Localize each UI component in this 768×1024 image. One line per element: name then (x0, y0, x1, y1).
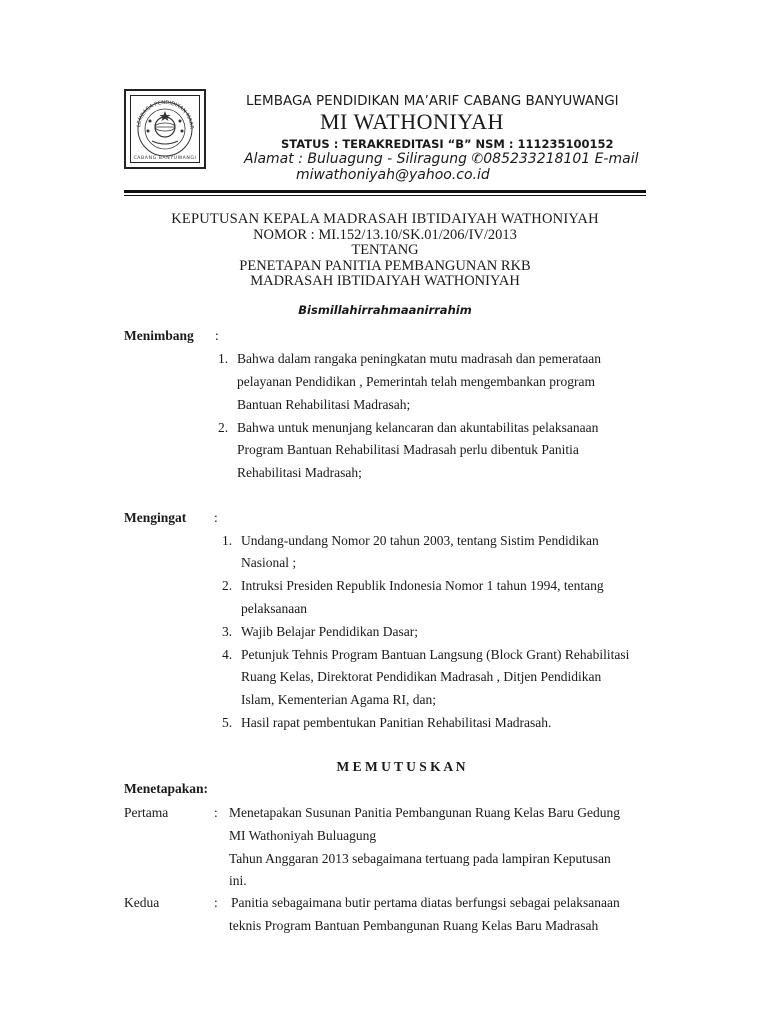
list-item-line: pelayanan Pendidikan , Pemerintah telah mengembankan program (237, 374, 596, 389)
list-item-line: Wajib Belajar Pendidikan Dasar; (241, 624, 418, 639)
kedua-label: Kedua (124, 895, 160, 910)
letterhead-divider (124, 190, 646, 193)
decree-number: NOMOR : MI.152/13.10/SK.01/206/IV/2013 (253, 227, 517, 243)
list-number: 2. (218, 420, 229, 435)
institution-name: LEMBAGA PENDIDIKAN MA’ARIF CABANG BANYUWANGI (246, 93, 619, 109)
list-item-line: Rehabilitasi Madrasah; (237, 465, 362, 480)
pertama-text-line: ini. (229, 873, 247, 888)
pertama-colon: : (214, 805, 218, 820)
list-number: 5. (222, 715, 233, 730)
bismillah: Bismillahirrahmaanirrahim (298, 303, 472, 317)
list-item-line: Hasil rapat pembentukan Panitian Rehabilitasi Madrasah. (241, 715, 552, 730)
pertama-text-line: Menetapakan Susunan Panitia Pembangunan Ruang Kelas Baru Gedung (229, 805, 621, 820)
list-number: 1. (218, 351, 229, 366)
decree-about: TENTANG (351, 242, 419, 258)
logo-emblem-icon (126, 91, 204, 167)
list-item-line: Intruksi Presiden Republik Indonesia Nomor 1 tahun 1994, tentang (241, 578, 604, 593)
kedua-text-line: Panitia sebagaimana butir pertama diatas berfungsi sebagai pelaksanaan (231, 895, 620, 910)
list-item-line: Bahwa dalam rangaka peningkatan mutu madrasah dan pemerataan (237, 351, 601, 366)
list-item-line: Nasional ; (241, 555, 297, 570)
list-item-line: Undang-undang Nomor 20 tahun 2003, tentang Sistim Pendidikan (241, 533, 599, 548)
list-item-line: Islam, Kementerian Agama RI, dan; (241, 692, 436, 707)
list-item-line: Bantuan Rehabilitasi Madrasah; (237, 397, 411, 412)
logo-bottom-text: CABANG BANYUWANGI (133, 156, 197, 161)
school-address: Alamat : Buluagung - Siliragung ✆085233218101 E-mail (244, 151, 639, 167)
pertama-text-line: Tahun Anggaran 2013 sebagaimana tertuang pada lampiran Keputusan (229, 851, 611, 866)
list-number: 3. (222, 624, 233, 639)
pertama-label: Pertama (124, 805, 169, 820)
decree-title: KEPUTUSAN KEPALA MADRASAH IBTIDAIYAH WATHONIYAH (171, 211, 599, 227)
list-item-line: Petunjuk Tehnis Program Bantuan Langsung (Block Grant) Rehabilitasi (241, 647, 630, 662)
list-item-line: Ruang Kelas, Direktorat Pendidikan Madrasah , Ditjen Pendidikan (241, 669, 602, 684)
mengingat-label: Mengingat (124, 510, 187, 525)
kedua-colon: : (214, 895, 218, 910)
accreditation-status: STATUS : TERAKREDITASI “B” NSM : 111235100152 (281, 137, 614, 151)
letterhead-divider-thin (124, 195, 646, 196)
kedua-text-line: teknis Program Bantuan Pembangunan Ruang Kelas Baru Madrasah (229, 918, 599, 933)
list-number: 4. (222, 647, 233, 662)
pertama-text-line: MI Wathoniyah Buluagung (229, 828, 377, 843)
school-name: MI WATHONIYAH (320, 109, 504, 134)
school-email: miwathoniyah@yahoo.co.id (296, 167, 490, 183)
menimbang-label: Menimbang (124, 328, 194, 343)
list-number: 2. (222, 578, 233, 593)
list-item-line: pelaksanaan (241, 601, 307, 616)
list-number: 1. (222, 533, 233, 548)
mengingat-colon: : (214, 510, 218, 525)
school-logo (124, 89, 206, 169)
list-item-line: Bahwa untuk menunjang kelancaran dan akuntabilitas pelaksanaan (237, 420, 599, 435)
list-item-line: Program Bantuan Rehabilitasi Madrasah perlu dibentuk Panitia (237, 442, 579, 457)
menetapkan-label: Menetapakan: (124, 781, 208, 796)
memutuskan-heading: M E M U T U S K A N (336, 759, 466, 774)
logo-ring-text: LEMBAGA PENDIDIKAN MAAR (136, 99, 195, 130)
decree-subject-line2: MADRASAH IBTIDAIYAH WATHONIYAH (250, 273, 520, 289)
decree-subject: PENETAPAN PANITIA PEMBANGUNAN RKB (239, 258, 531, 274)
menimbang-colon: : (215, 328, 219, 343)
